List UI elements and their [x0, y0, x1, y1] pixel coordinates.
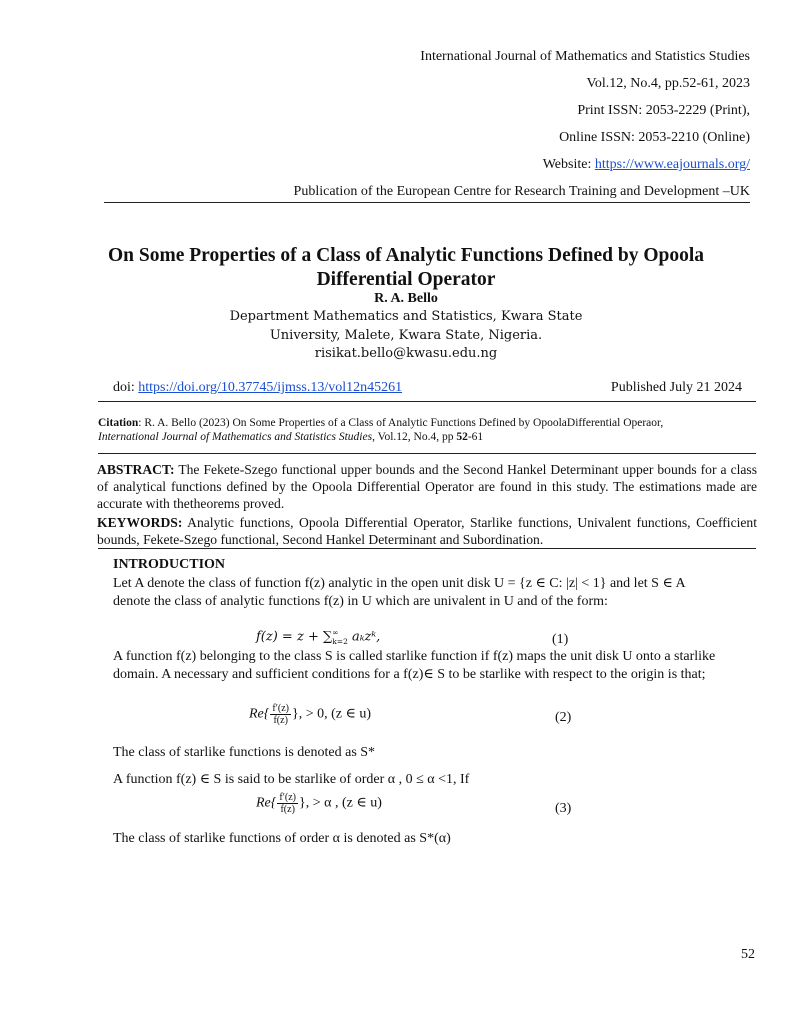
website-label: Website:	[542, 157, 595, 172]
intro-paragraph-3: The class of starlike functions is denoted as S*	[113, 745, 376, 760]
abstract-label: ABSTRACT:	[97, 462, 175, 477]
online-issn: Online ISSN: 2053-2210 (Online)	[559, 130, 750, 145]
eq3-re: Re{	[256, 795, 277, 811]
citation-label: Citation	[98, 417, 139, 429]
equation-1	[256, 628, 380, 646]
eq3-fraction	[277, 792, 298, 815]
abstract	[97, 461, 757, 512]
equation-2-number: (2)	[555, 710, 572, 725]
intro-heading: INTRODUCTION	[113, 557, 226, 572]
title-line-1: On Some Properties of a Class of Analytic Functions Defined by Opoola	[107, 245, 705, 266]
website	[543, 157, 750, 173]
eq3-denominator: f(z)	[280, 804, 295, 815]
eq2-fraction	[270, 703, 291, 726]
header-divider	[104, 202, 750, 203]
publisher: Publication of the European Centre for Research Training and Development –UK	[293, 184, 750, 199]
equation-2	[249, 703, 371, 726]
author-email: risikat.bello@kwasu.edu.ng	[314, 346, 498, 361]
keywords-text: Analytic functions, Opoola Differential Operator, Starlike functions, Univalent functions, Coefficient bounds, Fekete-Szego functional, Second Hankel Determinant and Subordination.	[97, 515, 757, 547]
doi-divider	[98, 401, 756, 402]
equation-1-number: (1)	[552, 632, 569, 647]
affiliation-line-1: Department Mathematics and Statistics, Kwara State	[229, 309, 583, 324]
equation-3	[256, 792, 382, 815]
affiliation-line-2: University, Malete, Kwara State, Nigeria.	[269, 328, 543, 343]
intro-paragraph-5: The class of starlike functions of order α is denoted as S*(α)	[113, 831, 451, 846]
equation-3-number: (3)	[555, 801, 572, 816]
journal-volume: Vol.12, No.4, pp.52-61, 2023	[586, 76, 750, 91]
citation	[98, 416, 758, 444]
citation-text: : R. A. Bello (2023) On Some Properties of a Class of Analytic Functions Defined by OpoolaDifferential Operaor,	[138, 417, 664, 429]
eq1-sum-upper: ∞	[332, 628, 339, 637]
website-link[interactable]: https://www.eajournals.org/	[594, 157, 750, 172]
citation-divider	[98, 453, 756, 454]
keywords	[97, 514, 757, 548]
intro-p1-line-2: denote the class of analytic functions f(z) in U which are univalent in U and of the form:	[113, 594, 608, 609]
eq2-denominator: f(z)	[273, 715, 288, 726]
citation-journal: International Journal of Mathematics and Statistics Studies	[98, 431, 373, 443]
eq1-rhs: aₖzᵏ,	[347, 629, 381, 645]
published-date: Published July 21 2024	[610, 380, 742, 395]
title-line-2: Differential Operator	[316, 269, 496, 290]
keywords-label: KEYWORDS:	[97, 515, 183, 530]
author-name: R. A. Bello	[374, 291, 438, 306]
eq2-rest: }, > 0, (z ∈ u)	[292, 706, 372, 722]
intro-paragraph-2: A function f(z) belonging to the class S is called starlike function if f(z) maps the unit disk U onto a starlike domain. A necessary and sufficient conditions for a f(z)∈ S to be starlike with respect to the origin is that;	[113, 649, 716, 682]
page-number: 52	[741, 947, 755, 962]
eq3-rest: }, > α , (z ∈ u)	[299, 795, 382, 811]
print-issn: Print ISSN: 2053-2229 (Print),	[577, 103, 750, 118]
intro-paragraph-4: A function f(z) ∈ S is said to be starlike of order α , 0 ≤ α <1, If	[113, 772, 470, 787]
intro-p1-line-1: Let A denote the class of function f(z) analytic in the open unit disk U = {z ∈ C: |z| < 1} and let S ∈ A	[113, 576, 686, 591]
eq2-re: Re{	[249, 706, 270, 722]
abstract-text: The Fekete-Szego functional upper bounds and the Second Hankel Determinant upper bounds for a class of analytical functions defined by the Opoola Differential Operator are found in this study. The estimations made are accurate with thetheorems proved.	[97, 462, 757, 511]
doi-link[interactable]: https://doi.org/10.37745/ijmss.13/vol12n45261	[138, 380, 403, 395]
eq1-lhs: f(z) = z + ∑	[256, 629, 333, 645]
keywords-divider	[98, 548, 756, 549]
intro-paragraph-1	[113, 575, 743, 611]
citation-page-bold: 52	[456, 431, 468, 443]
citation-page-rest: -61	[467, 431, 484, 443]
eq3-numerator: f′(z)	[279, 792, 296, 803]
paper-title	[60, 244, 752, 292]
doi	[113, 380, 402, 396]
eq2-numerator: f′(z)	[272, 703, 289, 714]
doi-label: doi:	[113, 380, 139, 395]
citation-vol: , Vol.12, No.4, pp	[372, 431, 457, 443]
journal-name: International Journal of Mathematics and Statistics Studies	[420, 49, 750, 64]
eq1-sum-lower: k=2	[332, 637, 348, 646]
